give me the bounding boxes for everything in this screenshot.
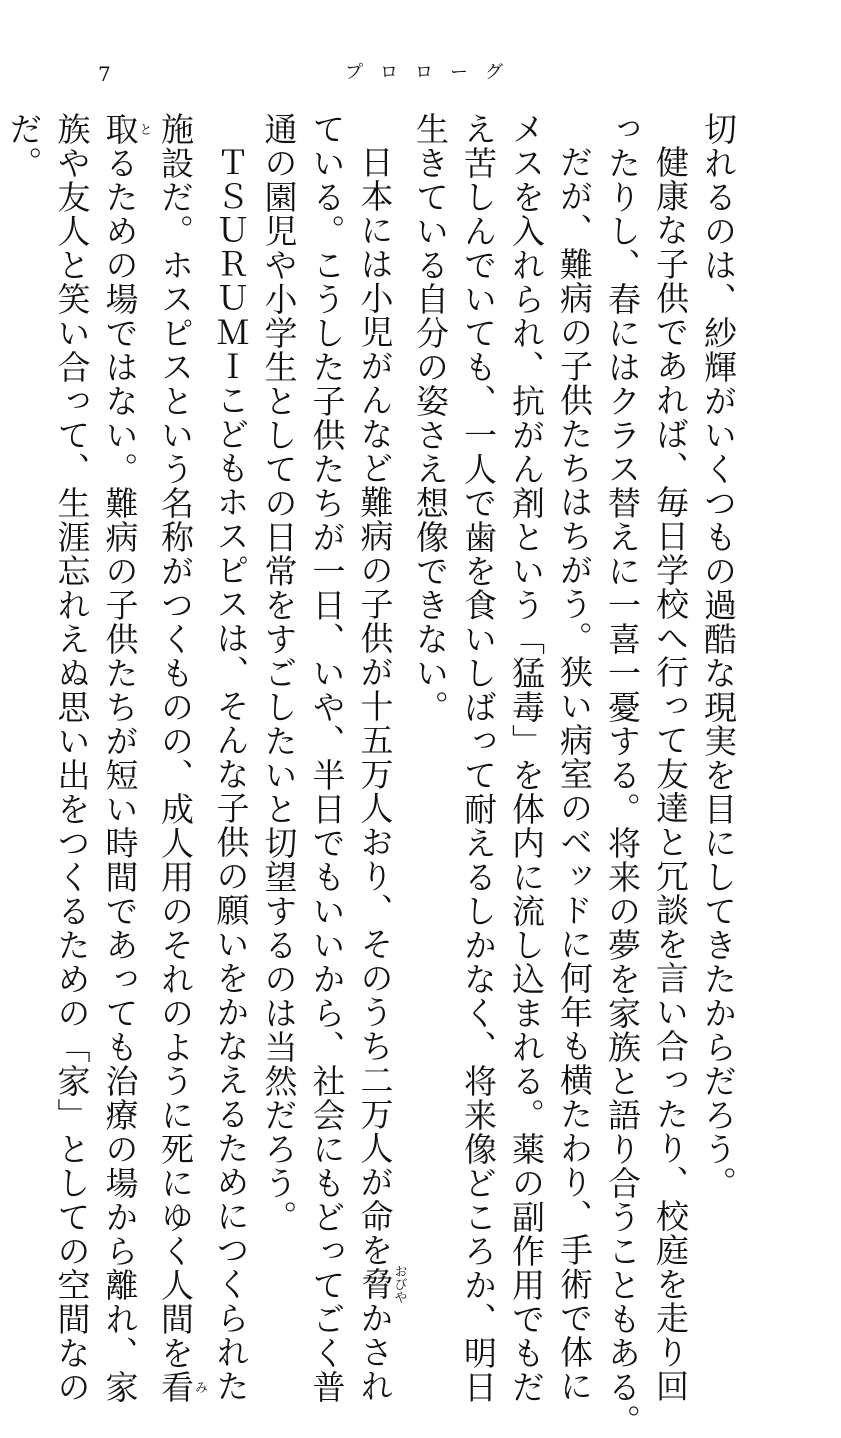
text-line: 切れるのは、紗輝がいくつもの過酷な現実を目にしてきたからだろう。 [699, 112, 738, 1200]
ruby-reading: と [136, 112, 152, 146]
chapter-title: プロローグ [345, 62, 520, 83]
text-line: メスを入れられ、抗がん剤という「猛毒」を体内に流し込まれる。薬の副作用でもだ [507, 112, 546, 1404]
vertical-body-text [4, 112, 742, 1438]
text-segment: 施設だ。ホスピスという名称がつくものの、成人用のそれのように死にゆく人間を [156, 112, 195, 1370]
text-line: ＴＳＵＲＵＭＩこどもホスピスは、そんな子供の願いをかなえるためにつくられた [211, 145, 251, 1403]
ruby-base: 看 [156, 1370, 195, 1404]
text-line-with-ruby [351, 112, 407, 1403]
text-line-with-ruby [151, 112, 207, 1404]
ruby-annotation [355, 1264, 407, 1304]
text-line: だ。 [4, 112, 44, 180]
text-segment: かされ [355, 1301, 395, 1403]
text-line: 生きている自分の姿さえ想像できない。 [411, 112, 450, 724]
page-number: 7 [98, 62, 111, 86]
text-line: だが、難病の子供たちはちがう。狭い病室のベッドに何年も横たわり、手術で体に [555, 145, 594, 1403]
ruby-base: 脅 [355, 1264, 395, 1304]
ruby-reading: おびや [391, 1264, 407, 1304]
ruby-annotation [100, 112, 152, 146]
text-segment: るための場ではない。難病の子供たちが短い時間であっても治療の場から離れ、家 [100, 146, 140, 1404]
text-line-with-ruby [96, 112, 152, 1404]
text-line: え苦しんでいても、一人で歯を食いしばって耐えるしかなく、将来像どころか、明日 [459, 112, 498, 1404]
text-segment: 日本には小児がんなど難病の子供が十五万人おり、そのうち二万人が命を [355, 145, 395, 1267]
ruby-annotation [156, 1370, 207, 1404]
text-line: ったりし、春にはクラス替えに一喜一憂する。将来の夢を家族と語り合うこともある。 [603, 112, 642, 1438]
text-line: 族や友人と笑い合って、生涯忘れえぬ思い出をつくるための「家」としての空間なの [52, 112, 92, 1404]
ruby-base: 取 [100, 112, 140, 146]
text-line: 通の園児や小学生としての日常をすごしたいと切望するのは当然だろう。 [259, 112, 299, 1234]
ruby-reading: み [192, 1370, 207, 1404]
text-line: 健康な子供であれば、毎日学校へ行って友達と冗談を言い合ったり、校庭を走り回 [651, 145, 690, 1403]
text-line: ている。こうした子供たちが一日、いや、半日でもいいから、社会にもどってごく普 [307, 112, 347, 1404]
